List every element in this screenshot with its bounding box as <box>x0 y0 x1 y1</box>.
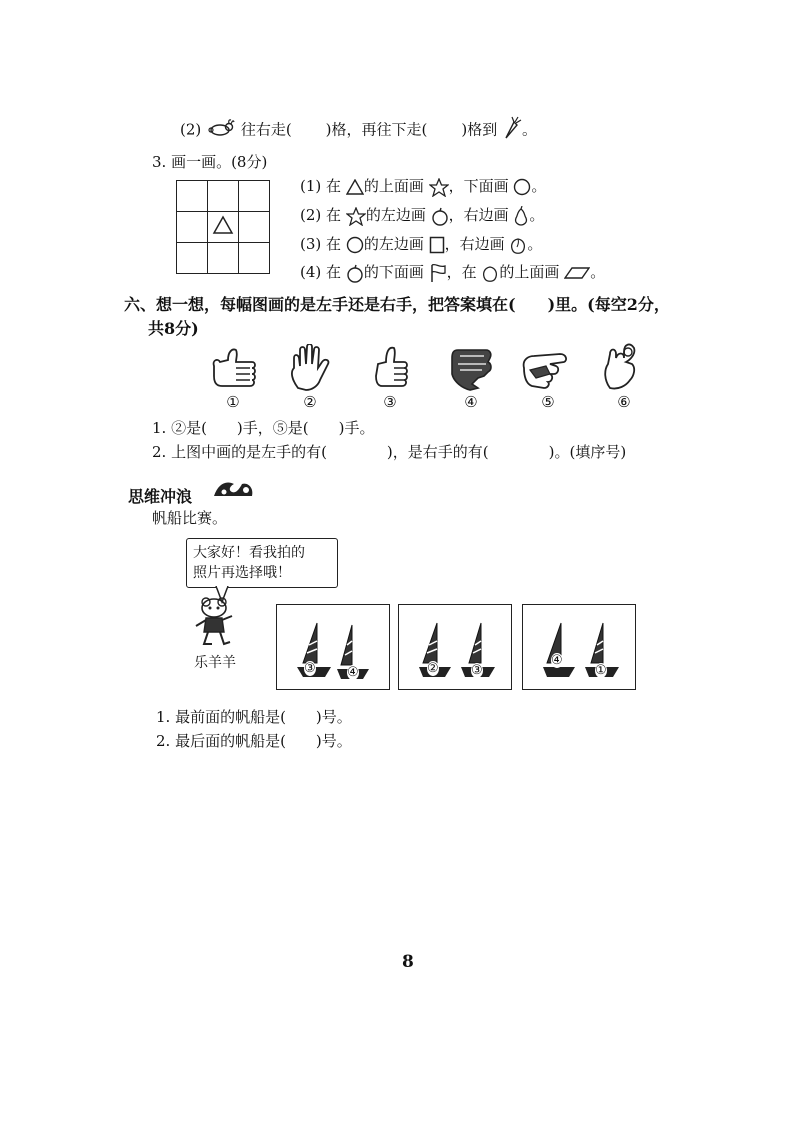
hand-2-open-palm-icon <box>288 344 332 396</box>
triangle-icon <box>212 215 234 235</box>
item3-text-c: ，右边画 <box>444 235 505 253</box>
section-6-title: 六、想一想，每幅图画的是左手还是右手，把答案填在( )里。(每空2分， <box>124 295 670 314</box>
draw-item-1 <box>300 176 546 197</box>
hand-1-thumbs-up-icon <box>208 346 260 396</box>
thinking-section-title: 思维冲浪 <box>128 487 193 506</box>
section-6-question-1: 1. ②是( )手，⑤是( )手。 <box>152 419 375 437</box>
photo-3 <box>522 604 636 690</box>
q2-end: 。 <box>522 120 538 139</box>
draw-item-2 <box>300 205 544 226</box>
hand-label-3: ③ <box>383 393 397 411</box>
flag-icon <box>429 263 447 283</box>
photo-1-boat-left-number: ③ <box>304 661 316 676</box>
q2-text-2: )格，再往下走( <box>325 120 428 139</box>
q2-text-1: 往右走( <box>240 120 292 139</box>
peach-icon <box>481 264 499 283</box>
drawing-grid <box>176 180 270 274</box>
q2-text-3: )格到 <box>461 120 498 139</box>
circle-icon <box>513 178 531 196</box>
photo-2-boat-left-number: ② <box>427 661 439 676</box>
question-2-line <box>180 116 537 145</box>
hand-label-4: ④ <box>464 393 478 411</box>
square-icon <box>429 236 445 254</box>
item3-text-b: 的左边画 <box>363 235 424 253</box>
peach-icon <box>509 236 527 255</box>
item2-text-d: 。 <box>529 206 545 224</box>
photo-2 <box>398 604 512 690</box>
hand-label-5: ⑤ <box>541 393 555 411</box>
circle-icon <box>346 236 364 254</box>
photo-2-boat-right-number: ③ <box>471 663 483 678</box>
photo-3-boat-left-number: ④ <box>551 653 563 668</box>
bubble-line-2: 照片再选择哦！ <box>193 565 291 581</box>
hand-6-ok-sign-icon <box>600 340 640 396</box>
item4-text-e: 。 <box>590 263 606 281</box>
item1-text-a: (1) 在 <box>300 177 342 195</box>
q2-number: (2) <box>180 120 202 139</box>
triangle-icon <box>346 179 364 195</box>
page-number: 8 <box>402 952 414 972</box>
speech-bubble <box>186 538 338 588</box>
item1-text-b: 的上面画 <box>363 177 424 195</box>
thinking-subtitle: 帆船比赛。 <box>152 509 228 527</box>
item2-text-a: (2) 在 <box>300 206 342 224</box>
item2-text-b: 的左边画 <box>365 206 426 224</box>
item1-text-d: 。 <box>531 177 547 195</box>
pear-icon <box>513 206 529 226</box>
item4-text-c: ，在 <box>446 263 477 281</box>
draw-item-3 <box>300 234 542 255</box>
sailboat-question-2: 2. 最后面的帆船是( )号。 <box>156 732 352 750</box>
wave-icon <box>212 478 256 506</box>
hand-5-pointing-icon <box>520 350 570 394</box>
item4-text-b: 的下面画 <box>363 263 424 281</box>
photo-3-boat-right-number: ① <box>595 663 607 678</box>
item4-text-d: 的上面画 <box>499 263 560 281</box>
star-icon <box>429 178 449 197</box>
photo-1-boat-right-number: ④ <box>347 665 359 680</box>
hand-label-1: ① <box>226 393 240 411</box>
hand-3-thumbs-up-icon <box>372 344 412 394</box>
parallelogram-icon <box>564 266 590 280</box>
apple-icon <box>346 264 364 283</box>
section-6-title-cont: 共8分) <box>148 319 199 338</box>
item4-text-a: (4) 在 <box>300 263 342 281</box>
bubble-line-1: 大家好！看我拍的 <box>193 545 305 561</box>
rabbit-icon <box>206 119 236 142</box>
item3-text-a: (3) 在 <box>300 235 342 253</box>
section-6-question-2: 2. 上图中画的是左手的有( )，是右手的有( )。(填序号) <box>152 443 627 461</box>
sheep-character-icon <box>192 596 238 652</box>
character-name: 乐羊羊 <box>194 655 236 671</box>
hand-label-6: ⑥ <box>617 393 631 411</box>
draw-item-4 <box>300 262 605 283</box>
item3-text-d: 。 <box>527 235 543 253</box>
star-icon <box>346 207 366 226</box>
item1-text-c: ，下面画 <box>448 177 509 195</box>
section-3-title: 3. 画一画。(8分) <box>152 153 268 171</box>
sailboat-question-1: 1. 最前面的帆船是( )号。 <box>156 708 352 726</box>
apple-icon <box>431 207 449 226</box>
hand-4-fist-icon <box>448 346 496 396</box>
photo-1 <box>276 604 390 690</box>
hand-label-2: ② <box>303 393 317 411</box>
carrot-icon <box>502 116 522 145</box>
item2-text-c: ，右边画 <box>448 206 509 224</box>
